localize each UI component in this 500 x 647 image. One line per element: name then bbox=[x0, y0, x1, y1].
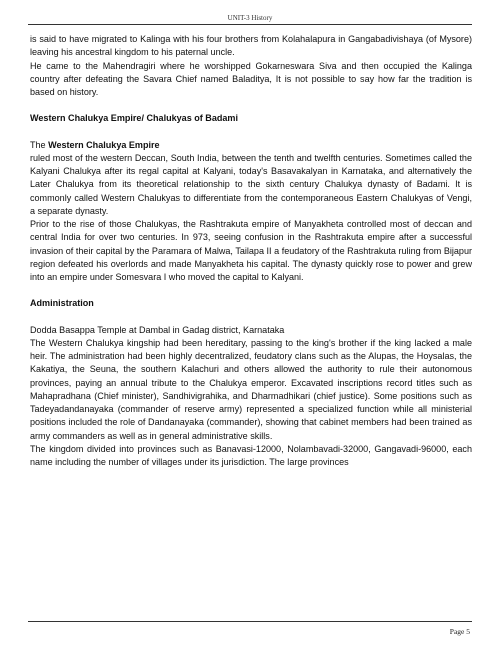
header-divider bbox=[28, 24, 472, 25]
paragraph-prefix: The bbox=[30, 139, 49, 150]
paragraph: Dodda Basappa Temple at Dambal in Gadag district, Karnataka bbox=[30, 324, 285, 335]
spacer bbox=[30, 284, 472, 297]
page-number: Page 5 bbox=[449, 627, 470, 636]
footer-divider bbox=[28, 621, 472, 622]
spacer bbox=[30, 311, 472, 324]
paragraph: ruled most of the western Deccan, South India, between the tenth and twelfth centuries. Sometimes called the Kalyani Chalukya after its regal capital at Kalyani, today's Basavakalyan in Karnataka, and alternatively the Later Chalukya from its theoretical relationship to the sixth century Chalukya dynasty of Badami. It is commonly called Western Chalukyas to differentiate from the contemporaneous Eastern Chalukyas of Vengi, a separate dynasty. bbox=[30, 152, 472, 216]
bold-term: Western Chalukya Empire bbox=[48, 139, 160, 150]
section-heading: Administration bbox=[30, 298, 94, 309]
paragraph: He came to the Mahendragiri where he worshipped Gokarneswara Siva and then occupied the Kalinga country after defeating the Savara Chief named Baladitya, It is not possible to say how far the tradition is based on history. bbox=[30, 60, 472, 97]
spacer bbox=[30, 126, 472, 139]
paragraph: is said to have migrated to Kalinga with his four brothers from Kolahalapura in Gangabadivishaya (of Mysore) leaving his ancestral kingdom to his paternal uncle. bbox=[30, 34, 472, 58]
paragraph: Prior to the rise of those Chalukyas, the Rashtrakuta empire of Manyakheta controlled most of deccan and central India for over two centuries. In 973, seeing confusion in the Rashtrakuta empire after a successful invasion of their capital by the Paramara of Malwa, Tailapa II a feudatory of the Rashtrakuta ruling from Bijapur region defeated his overlords and made Manyakheta his capital. The dynasty quickly rose to power and grew into an empire under Somesvara I who moved the capital to Kalyani. bbox=[30, 219, 472, 282]
spacer bbox=[30, 99, 472, 112]
paragraph: The kingdom divided into provinces such as Banavasi-12000, Nolambavadi-32000, Gangavadi-96000, each name including the number of villages under its jurisdiction. The large provinces bbox=[30, 443, 472, 467]
paragraph: The Western Chalukya kingship had been hereditary, passing to the king's brother if the king lacked a male heir. The administration had been highly decentralized, feudatory clans such as the Alupas, the Hoysalas, the Kakatiya, the Seuna, the southern Kalachuri and others allowed the authority to rule their autonomous provinces, paying an annual tribute to the Chalukya emperor. Excavated inscriptions record titles such as Mahapradhana (Chief minister), Sandhivigrahika, and Dharmadhikari (chief justice). Some positions such as Tadeyadandanayaka (commander of reserve army) represented a specialized function while all ministerial positions included the role of Dandanayaka (commander), showing that cabinet members had been trained as army commanders as well as in general administrative skills. bbox=[30, 337, 472, 441]
page-header: UNIT-3 History bbox=[227, 14, 273, 22]
document-body bbox=[30, 33, 472, 469]
section-heading: Western Chalukya Empire/ Chalukyas of Badami bbox=[30, 113, 238, 124]
paragraph bbox=[30, 139, 472, 152]
